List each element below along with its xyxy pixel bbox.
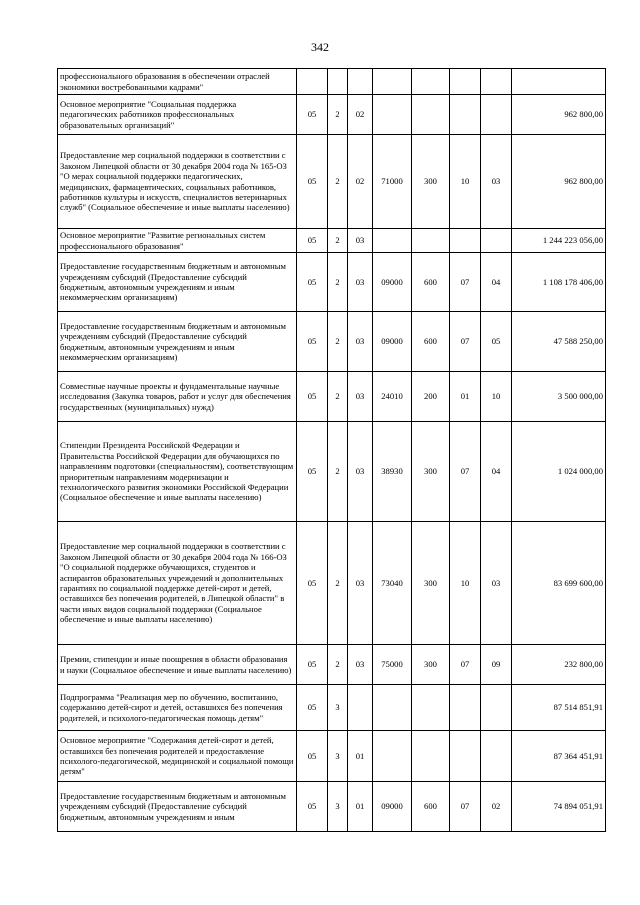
row-code-3: 03 xyxy=(348,229,373,253)
row-amount-cell: 1 108 178 406,00 xyxy=(512,253,606,312)
table-row xyxy=(58,372,606,422)
row-code-7 xyxy=(481,685,512,731)
row-code-2: 3 xyxy=(328,685,348,731)
row-code-6: 07 xyxy=(450,782,481,832)
row-name-cell: Подпрограмма "Реализация мер по обучению, воспитанию, содержанию детей-сирот и детей, оставшихся без попечения родителей, и психолого-педагогическая помощь детям" xyxy=(58,685,297,731)
row-code-6: 07 xyxy=(450,645,481,685)
row-name-cell: Основное мероприятие "Развитие региональных систем профессионального образования" xyxy=(58,229,297,253)
row-code-3: 03 xyxy=(348,422,373,522)
row-name-cell: Предоставление государственным бюджетным и автономным учреждениям субсидий (Предоставление субсидий бюджетным, автономным учреждениям и иным некоммерческим организациям) xyxy=(58,253,297,312)
table-body xyxy=(58,69,606,832)
row-code-1: 05 xyxy=(297,312,328,372)
row-name-cell: Основное мероприятие "Социальная поддержка педагогических работников профессиональных образовательных организаций" xyxy=(58,95,297,135)
row-code-7 xyxy=(481,69,512,95)
row-code-2: 2 xyxy=(328,95,348,135)
row-code-7: 10 xyxy=(481,372,512,422)
row-code-3: 03 xyxy=(348,372,373,422)
row-code-7: 04 xyxy=(481,253,512,312)
row-code-2: 2 xyxy=(328,645,348,685)
row-code-7 xyxy=(481,95,512,135)
row-amount-cell: 87 514 851,91 xyxy=(512,685,606,731)
table-row xyxy=(58,422,606,522)
row-name-cell: Премии, стипендии и иные поощрения в области образования и науки (Социальное обеспечение и иные выплаты населению) xyxy=(58,645,297,685)
row-code-5 xyxy=(412,229,450,253)
row-code-6 xyxy=(450,229,481,253)
row-code-6 xyxy=(450,95,481,135)
row-code-2: 3 xyxy=(328,782,348,832)
row-name-cell: Предоставление мер социальной поддержки в соответствии с Законом Липецкой области от 30 декабря 2004 года № 166-ОЗ "О социальной поддержке обучающихся, студентов и аспирантов образовательных учреждений и дополнительных гарантиях по социальной поддержке детей-сирот и детей, оставшихся без попечения родителей, в Липецкой области" в части иных видов социальной поддержки (Социальное обеспечение и иные выплаты населению) xyxy=(58,522,297,645)
row-amount-cell: 47 588 250,00 xyxy=(512,312,606,372)
row-code-4 xyxy=(373,731,412,782)
row-code-7: 09 xyxy=(481,645,512,685)
row-code-4: 09000 xyxy=(373,782,412,832)
row-code-5 xyxy=(412,685,450,731)
row-code-2 xyxy=(328,69,348,95)
row-amount-cell: 87 364 451,91 xyxy=(512,731,606,782)
row-code-1: 05 xyxy=(297,95,328,135)
row-code-1: 05 xyxy=(297,685,328,731)
row-code-1: 05 xyxy=(297,135,328,229)
row-code-5 xyxy=(412,69,450,95)
row-name-cell: Стипендии Президента Российской Федерации и Правительства Российской Федерации для обучающихся по направлениям подготовки (специальностям), соответствующим приоритетным направлениям модернизации и технологического развития экономики Российской Федерации (Социальное обеспечение и иные выплаты населению) xyxy=(58,422,297,522)
table-row xyxy=(58,782,606,832)
row-name-cell: Совместные научные проекты и фундаментальные научные исследования (Закупка товаров, работ и услуг для обеспечения государственных (муниципальных) нужд) xyxy=(58,372,297,422)
row-code-1 xyxy=(297,69,328,95)
row-code-5: 200 xyxy=(412,372,450,422)
row-code-6: 07 xyxy=(450,312,481,372)
row-code-7: 04 xyxy=(481,422,512,522)
row-code-2: 2 xyxy=(328,522,348,645)
row-code-7 xyxy=(481,731,512,782)
row-code-2: 2 xyxy=(328,422,348,522)
table-row xyxy=(58,135,606,229)
row-code-3 xyxy=(348,69,373,95)
row-code-1: 05 xyxy=(297,522,328,645)
row-code-7: 02 xyxy=(481,782,512,832)
row-code-3: 03 xyxy=(348,312,373,372)
row-name-cell: профессионального образования в обеспечении отраслей экономики востребованными кадрами" xyxy=(58,69,297,95)
table-row xyxy=(58,522,606,645)
row-code-6 xyxy=(450,731,481,782)
row-code-1: 05 xyxy=(297,782,328,832)
row-code-4: 24010 xyxy=(373,372,412,422)
row-name-cell: Предоставление государственным бюджетным и автономным учреждениям субсидий (Предоставление субсидий бюджетным, автономным учреждениям и иным xyxy=(58,782,297,832)
row-amount-cell: 74 894 051,91 xyxy=(512,782,606,832)
row-code-3: 01 xyxy=(348,782,373,832)
table-row xyxy=(58,731,606,782)
row-code-5: 600 xyxy=(412,312,450,372)
row-code-5: 300 xyxy=(412,645,450,685)
row-amount-cell: 232 800,00 xyxy=(512,645,606,685)
row-code-3: 03 xyxy=(348,522,373,645)
row-code-5 xyxy=(412,731,450,782)
row-code-6 xyxy=(450,69,481,95)
row-amount-cell: 962 800,00 xyxy=(512,135,606,229)
table-row xyxy=(58,95,606,135)
row-code-6: 07 xyxy=(450,253,481,312)
row-code-4: 71000 xyxy=(373,135,412,229)
row-code-7: 03 xyxy=(481,522,512,645)
row-code-3: 01 xyxy=(348,731,373,782)
row-code-4 xyxy=(373,95,412,135)
row-code-6 xyxy=(450,685,481,731)
row-code-1: 05 xyxy=(297,422,328,522)
row-code-6: 01 xyxy=(450,372,481,422)
row-code-6: 10 xyxy=(450,522,481,645)
row-amount-cell: 1 024 000,00 xyxy=(512,422,606,522)
page-number: 342 xyxy=(311,40,329,54)
table-row xyxy=(58,69,606,95)
row-amount-cell: 83 699 600,00 xyxy=(512,522,606,645)
row-code-3: 03 xyxy=(348,253,373,312)
row-code-5: 600 xyxy=(412,253,450,312)
row-code-4: 75000 xyxy=(373,645,412,685)
row-code-7: 05 xyxy=(481,312,512,372)
row-name-cell: Предоставление государственным бюджетным и автономным учреждениям субсидий (Предоставление субсидий бюджетным, автономным учреждениям и иным некоммерческим организациям) xyxy=(58,312,297,372)
row-code-4: 73040 xyxy=(373,522,412,645)
row-amount-cell xyxy=(512,69,606,95)
row-code-7: 03 xyxy=(481,135,512,229)
row-name-cell: Основное мероприятие "Содержания детей-сирот и детей, оставшихся без попечения родителей и предоставление психолого-педагогической, медицинской и социальной помощи детям" xyxy=(58,731,297,782)
row-code-5: 300 xyxy=(412,522,450,645)
row-code-3: 02 xyxy=(348,95,373,135)
budget-table xyxy=(57,68,606,832)
row-amount-cell: 1 244 223 056,00 xyxy=(512,229,606,253)
row-code-4: 38930 xyxy=(373,422,412,522)
row-code-5: 300 xyxy=(412,422,450,522)
row-amount-cell: 962 800,00 xyxy=(512,95,606,135)
row-code-2: 3 xyxy=(328,731,348,782)
row-code-4: 09000 xyxy=(373,253,412,312)
table-row xyxy=(58,229,606,253)
row-code-5 xyxy=(412,95,450,135)
table-row xyxy=(58,645,606,685)
row-name-cell: Предоставление мер социальной поддержки в соответствии с Законом Липецкой области от 30 декабря 2004 года № 165-ОЗ "О мерах социальной поддержки педагогических, медицинских, фармацевтических, социальных работников, работников культуры и искусств, специалистов ветеринарных служб" (Социальное обеспечение и иные выплаты населению) xyxy=(58,135,297,229)
table-row xyxy=(58,685,606,731)
row-code-3: 02 xyxy=(348,135,373,229)
row-code-7 xyxy=(481,229,512,253)
row-amount-cell: 3 500 000,00 xyxy=(512,372,606,422)
table-row xyxy=(58,253,606,312)
row-code-2: 2 xyxy=(328,312,348,372)
row-code-1: 05 xyxy=(297,645,328,685)
row-code-4 xyxy=(373,685,412,731)
row-code-2: 2 xyxy=(328,229,348,253)
row-code-3: 03 xyxy=(348,645,373,685)
row-code-2: 2 xyxy=(328,372,348,422)
row-code-6: 07 xyxy=(450,422,481,522)
row-code-4 xyxy=(373,69,412,95)
row-code-5: 600 xyxy=(412,782,450,832)
row-code-4: 09000 xyxy=(373,312,412,372)
row-code-1: 05 xyxy=(297,253,328,312)
row-code-1: 05 xyxy=(297,731,328,782)
row-code-1: 05 xyxy=(297,372,328,422)
row-code-2: 2 xyxy=(328,253,348,312)
row-code-5: 300 xyxy=(412,135,450,229)
row-code-3 xyxy=(348,685,373,731)
table-row xyxy=(58,312,606,372)
row-code-2: 2 xyxy=(328,135,348,229)
row-code-1: 05 xyxy=(297,229,328,253)
row-code-6: 10 xyxy=(450,135,481,229)
row-code-4 xyxy=(373,229,412,253)
